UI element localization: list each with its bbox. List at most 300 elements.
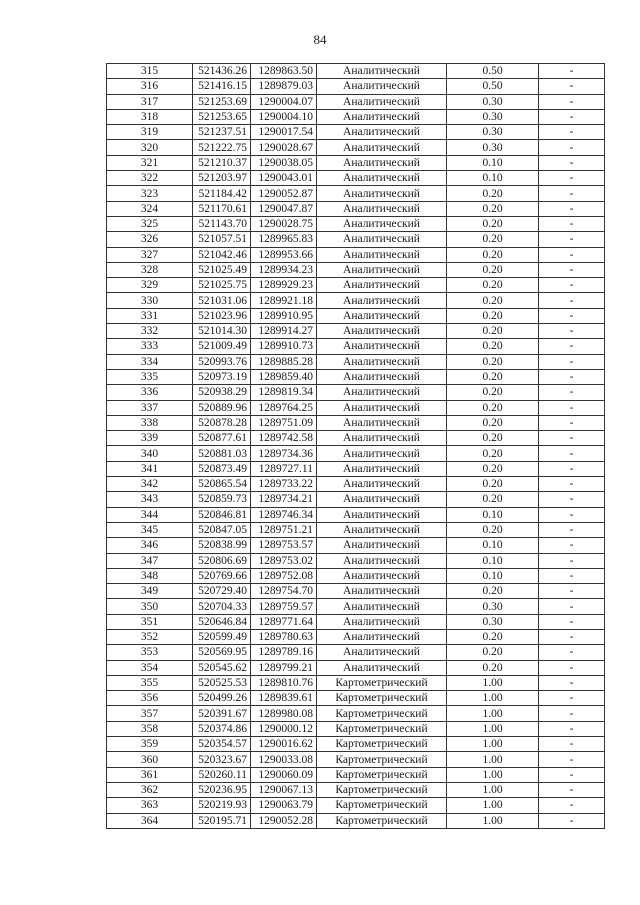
description-cell: - — [539, 599, 605, 614]
y-coordinate-cell: 1289751.21 — [251, 522, 317, 537]
x-coordinate-cell: 520646.84 — [193, 614, 251, 629]
y-coordinate-cell: 1289929.23 — [251, 278, 317, 293]
table-row — [107, 584, 605, 599]
method-cell: Картометрический — [317, 798, 447, 813]
method-cell: Картометрический — [317, 752, 447, 767]
x-coordinate-cell: 520354.57 — [193, 737, 251, 752]
x-coordinate-cell: 521184.42 — [193, 186, 251, 201]
description-cell: - — [539, 584, 605, 599]
table-row — [107, 553, 605, 568]
precision-cell: 1.00 — [447, 767, 539, 782]
table-row — [107, 171, 605, 186]
description-cell: - — [539, 431, 605, 446]
point-number-cell: 343 — [107, 492, 193, 507]
method-cell: Аналитический — [317, 201, 447, 216]
precision-cell: 0.10 — [447, 155, 539, 170]
x-coordinate-cell: 520236.95 — [193, 782, 251, 797]
x-coordinate-cell: 521025.49 — [193, 262, 251, 277]
table-row — [107, 477, 605, 492]
x-coordinate-cell: 521253.69 — [193, 94, 251, 109]
y-coordinate-cell: 1289953.66 — [251, 247, 317, 262]
x-coordinate-cell: 521025.75 — [193, 278, 251, 293]
description-cell: - — [539, 492, 605, 507]
table-row — [107, 155, 605, 170]
method-cell: Аналитический — [317, 247, 447, 262]
point-number-cell: 362 — [107, 782, 193, 797]
description-cell: - — [539, 109, 605, 124]
y-coordinate-cell: 1290017.54 — [251, 125, 317, 140]
point-number-cell: 361 — [107, 767, 193, 782]
point-number-cell: 334 — [107, 354, 193, 369]
precision-cell: 0.20 — [447, 584, 539, 599]
precision-cell: 1.00 — [447, 798, 539, 813]
description-cell: - — [539, 767, 605, 782]
table-row — [107, 813, 605, 828]
precision-cell: 0.20 — [447, 645, 539, 660]
description-cell: - — [539, 813, 605, 828]
y-coordinate-cell: 1290047.87 — [251, 201, 317, 216]
precision-cell: 0.10 — [447, 568, 539, 583]
table-row — [107, 446, 605, 461]
method-cell: Аналитический — [317, 79, 447, 94]
point-number-cell: 322 — [107, 171, 193, 186]
precision-cell: 0.20 — [447, 492, 539, 507]
table-row — [107, 400, 605, 415]
description-cell: - — [539, 538, 605, 553]
description-cell: - — [539, 186, 605, 201]
point-number-cell: 317 — [107, 94, 193, 109]
table-row — [107, 706, 605, 721]
table-row — [107, 767, 605, 782]
point-number-cell: 354 — [107, 660, 193, 675]
x-coordinate-cell: 520769.66 — [193, 568, 251, 583]
point-number-cell: 357 — [107, 706, 193, 721]
description-cell: - — [539, 324, 605, 339]
x-coordinate-cell: 521143.70 — [193, 216, 251, 231]
precision-cell: 0.30 — [447, 614, 539, 629]
precision-cell: 0.20 — [447, 354, 539, 369]
point-number-cell: 359 — [107, 737, 193, 752]
method-cell: Аналитический — [317, 446, 447, 461]
point-number-cell: 331 — [107, 308, 193, 323]
table-row — [107, 64, 605, 79]
y-coordinate-cell: 1290000.12 — [251, 721, 317, 736]
x-coordinate-cell: 521023.96 — [193, 308, 251, 323]
x-coordinate-cell: 520865.54 — [193, 477, 251, 492]
method-cell: Аналитический — [317, 553, 447, 568]
precision-cell: 0.20 — [447, 201, 539, 216]
table-row — [107, 278, 605, 293]
method-cell: Картометрический — [317, 721, 447, 736]
x-coordinate-cell: 521222.75 — [193, 140, 251, 155]
point-number-cell: 335 — [107, 369, 193, 384]
y-coordinate-cell: 1290038.05 — [251, 155, 317, 170]
x-coordinate-cell: 521031.06 — [193, 293, 251, 308]
description-cell: - — [539, 79, 605, 94]
y-coordinate-cell: 1289965.83 — [251, 232, 317, 247]
method-cell: Аналитический — [317, 461, 447, 476]
x-coordinate-cell: 520873.49 — [193, 461, 251, 476]
method-cell: Аналитический — [317, 140, 447, 155]
precision-cell: 0.30 — [447, 140, 539, 155]
description-cell: - — [539, 94, 605, 109]
method-cell: Аналитический — [317, 339, 447, 354]
point-number-cell: 333 — [107, 339, 193, 354]
point-number-cell: 327 — [107, 247, 193, 262]
x-coordinate-cell: 520846.81 — [193, 507, 251, 522]
table-row — [107, 721, 605, 736]
y-coordinate-cell: 1289727.11 — [251, 461, 317, 476]
precision-cell: 0.20 — [447, 293, 539, 308]
method-cell: Аналитический — [317, 415, 447, 430]
method-cell: Картометрический — [317, 706, 447, 721]
y-coordinate-cell: 1289753.02 — [251, 553, 317, 568]
table-row — [107, 339, 605, 354]
table-row — [107, 232, 605, 247]
description-cell: - — [539, 446, 605, 461]
point-number-cell: 324 — [107, 201, 193, 216]
description-cell: - — [539, 400, 605, 415]
method-cell: Аналитический — [317, 216, 447, 231]
table-row — [107, 522, 605, 537]
point-number-cell: 355 — [107, 675, 193, 690]
table-row — [107, 752, 605, 767]
description-cell: - — [539, 415, 605, 430]
description-cell: - — [539, 752, 605, 767]
method-cell: Аналитический — [317, 645, 447, 660]
y-coordinate-cell: 1289810.76 — [251, 675, 317, 690]
x-coordinate-cell: 520599.49 — [193, 629, 251, 644]
y-coordinate-cell: 1289764.25 — [251, 400, 317, 415]
y-coordinate-cell: 1289746.34 — [251, 507, 317, 522]
y-coordinate-cell: 1289742.58 — [251, 431, 317, 446]
point-number-cell: 323 — [107, 186, 193, 201]
table-row — [107, 798, 605, 813]
precision-cell: 0.20 — [447, 385, 539, 400]
method-cell: Аналитический — [317, 324, 447, 339]
table-row — [107, 247, 605, 262]
y-coordinate-cell: 1290052.28 — [251, 813, 317, 828]
point-number-cell: 352 — [107, 629, 193, 644]
description-cell: - — [539, 691, 605, 706]
method-cell: Аналитический — [317, 538, 447, 553]
method-cell: Аналитический — [317, 522, 447, 537]
page-number: 84 — [313, 32, 327, 47]
table-row — [107, 293, 605, 308]
y-coordinate-cell: 1289780.63 — [251, 629, 317, 644]
method-cell: Аналитический — [317, 94, 447, 109]
y-coordinate-cell: 1289879.03 — [251, 79, 317, 94]
point-number-cell: 320 — [107, 140, 193, 155]
method-cell: Аналитический — [317, 400, 447, 415]
method-cell: Аналитический — [317, 171, 447, 186]
point-number-cell: 353 — [107, 645, 193, 660]
y-coordinate-cell: 1290067.13 — [251, 782, 317, 797]
coordinates-table-body — [107, 64, 605, 829]
y-coordinate-cell: 1289885.28 — [251, 354, 317, 369]
x-coordinate-cell: 520260.11 — [193, 767, 251, 782]
description-cell: - — [539, 64, 605, 79]
y-coordinate-cell: 1289859.40 — [251, 369, 317, 384]
point-number-cell: 350 — [107, 599, 193, 614]
precision-cell: 0.20 — [447, 431, 539, 446]
y-coordinate-cell: 1289751.09 — [251, 415, 317, 430]
method-cell: Аналитический — [317, 262, 447, 277]
table-row — [107, 369, 605, 384]
x-coordinate-cell: 520859.73 — [193, 492, 251, 507]
description-cell: - — [539, 354, 605, 369]
precision-cell: 0.10 — [447, 538, 539, 553]
table-row — [107, 109, 605, 124]
precision-cell: 0.20 — [447, 415, 539, 430]
description-cell: - — [539, 155, 605, 170]
table-row — [107, 461, 605, 476]
description-cell: - — [539, 140, 605, 155]
method-cell: Аналитический — [317, 354, 447, 369]
x-coordinate-cell: 520195.71 — [193, 813, 251, 828]
precision-cell: 1.00 — [447, 737, 539, 752]
x-coordinate-cell: 521203.97 — [193, 171, 251, 186]
precision-cell: 0.50 — [447, 79, 539, 94]
x-coordinate-cell: 521436.26 — [193, 64, 251, 79]
point-number-cell: 356 — [107, 691, 193, 706]
table-row — [107, 691, 605, 706]
precision-cell: 0.20 — [447, 629, 539, 644]
table-row — [107, 431, 605, 446]
table-row — [107, 614, 605, 629]
x-coordinate-cell: 521042.46 — [193, 247, 251, 262]
point-number-cell: 349 — [107, 584, 193, 599]
x-coordinate-cell: 520323.67 — [193, 752, 251, 767]
description-cell: - — [539, 675, 605, 690]
y-coordinate-cell: 1289752.08 — [251, 568, 317, 583]
table-row — [107, 324, 605, 339]
description-cell: - — [539, 522, 605, 537]
precision-cell: 0.20 — [447, 216, 539, 231]
table-row — [107, 354, 605, 369]
precision-cell: 0.20 — [447, 247, 539, 262]
precision-cell: 1.00 — [447, 706, 539, 721]
method-cell: Аналитический — [317, 431, 447, 446]
table-row — [107, 94, 605, 109]
description-cell: - — [539, 171, 605, 186]
point-number-cell: 332 — [107, 324, 193, 339]
point-number-cell: 351 — [107, 614, 193, 629]
point-number-cell: 345 — [107, 522, 193, 537]
table-row — [107, 629, 605, 644]
description-cell: - — [539, 660, 605, 675]
description-cell: - — [539, 645, 605, 660]
description-cell: - — [539, 339, 605, 354]
method-cell: Аналитический — [317, 584, 447, 599]
precision-cell: 1.00 — [447, 752, 539, 767]
description-cell: - — [539, 798, 605, 813]
x-coordinate-cell: 520525.53 — [193, 675, 251, 690]
precision-cell: 0.20 — [447, 262, 539, 277]
precision-cell: 1.00 — [447, 721, 539, 736]
precision-cell: 0.20 — [447, 477, 539, 492]
method-cell: Аналитический — [317, 369, 447, 384]
table-row — [107, 492, 605, 507]
x-coordinate-cell: 521014.30 — [193, 324, 251, 339]
y-coordinate-cell: 1289914.27 — [251, 324, 317, 339]
table-row — [107, 538, 605, 553]
table-row — [107, 308, 605, 323]
table-row — [107, 782, 605, 797]
method-cell: Аналитический — [317, 308, 447, 323]
y-coordinate-cell: 1289863.50 — [251, 64, 317, 79]
x-coordinate-cell: 520889.96 — [193, 400, 251, 415]
point-number-cell: 358 — [107, 721, 193, 736]
table-row — [107, 599, 605, 614]
y-coordinate-cell: 1289921.18 — [251, 293, 317, 308]
description-cell: - — [539, 721, 605, 736]
description-cell: - — [539, 293, 605, 308]
precision-cell: 0.20 — [447, 278, 539, 293]
y-coordinate-cell: 1289839.61 — [251, 691, 317, 706]
method-cell: Аналитический — [317, 660, 447, 675]
method-cell: Картометрический — [317, 782, 447, 797]
precision-cell: 0.20 — [447, 400, 539, 415]
x-coordinate-cell: 520877.61 — [193, 431, 251, 446]
precision-cell: 0.20 — [447, 308, 539, 323]
x-coordinate-cell: 521237.51 — [193, 125, 251, 140]
x-coordinate-cell: 520704.33 — [193, 599, 251, 614]
x-coordinate-cell: 521416.15 — [193, 79, 251, 94]
precision-cell: 0.20 — [447, 461, 539, 476]
method-cell: Картометрический — [317, 767, 447, 782]
precision-cell: 0.10 — [447, 507, 539, 522]
table-row — [107, 125, 605, 140]
method-cell: Аналитический — [317, 507, 447, 522]
y-coordinate-cell: 1290043.01 — [251, 171, 317, 186]
precision-cell: 0.30 — [447, 109, 539, 124]
table-row — [107, 568, 605, 583]
point-number-cell: 337 — [107, 400, 193, 415]
method-cell: Аналитический — [317, 278, 447, 293]
table-row — [107, 201, 605, 216]
x-coordinate-cell: 520729.40 — [193, 584, 251, 599]
method-cell: Аналитический — [317, 385, 447, 400]
table-row — [107, 186, 605, 201]
point-number-cell: 344 — [107, 507, 193, 522]
point-number-cell: 328 — [107, 262, 193, 277]
point-number-cell: 348 — [107, 568, 193, 583]
description-cell: - — [539, 507, 605, 522]
method-cell: Аналитический — [317, 477, 447, 492]
method-cell: Аналитический — [317, 568, 447, 583]
precision-cell: 0.20 — [447, 522, 539, 537]
precision-cell: 0.20 — [447, 369, 539, 384]
method-cell: Аналитический — [317, 492, 447, 507]
description-cell: - — [539, 125, 605, 140]
table-row — [107, 216, 605, 231]
method-cell: Аналитический — [317, 125, 447, 140]
point-number-cell: 364 — [107, 813, 193, 828]
y-coordinate-cell: 1290028.75 — [251, 216, 317, 231]
description-cell: - — [539, 201, 605, 216]
precision-cell: 0.20 — [447, 324, 539, 339]
method-cell: Картометрический — [317, 691, 447, 706]
description-cell: - — [539, 369, 605, 384]
y-coordinate-cell: 1289910.73 — [251, 339, 317, 354]
x-coordinate-cell: 520499.26 — [193, 691, 251, 706]
y-coordinate-cell: 1290052.87 — [251, 186, 317, 201]
x-coordinate-cell: 521057.51 — [193, 232, 251, 247]
y-coordinate-cell: 1289733.22 — [251, 477, 317, 492]
description-cell: - — [539, 737, 605, 752]
description-cell: - — [539, 629, 605, 644]
table-row — [107, 385, 605, 400]
method-cell: Картометрический — [317, 675, 447, 690]
x-coordinate-cell: 520878.28 — [193, 415, 251, 430]
description-cell: - — [539, 247, 605, 262]
table-row — [107, 79, 605, 94]
x-coordinate-cell: 520838.99 — [193, 538, 251, 553]
point-number-cell: 318 — [107, 109, 193, 124]
method-cell: Аналитический — [317, 232, 447, 247]
table-row — [107, 645, 605, 660]
precision-cell: 1.00 — [447, 675, 539, 690]
precision-cell: 0.30 — [447, 94, 539, 109]
y-coordinate-cell: 1289734.21 — [251, 492, 317, 507]
y-coordinate-cell: 1289734.36 — [251, 446, 317, 461]
table-row — [107, 262, 605, 277]
y-coordinate-cell: 1289771.64 — [251, 614, 317, 629]
x-coordinate-cell: 520806.69 — [193, 553, 251, 568]
x-coordinate-cell: 520993.76 — [193, 354, 251, 369]
method-cell: Аналитический — [317, 614, 447, 629]
description-cell: - — [539, 553, 605, 568]
table-row — [107, 415, 605, 430]
y-coordinate-cell: 1289819.34 — [251, 385, 317, 400]
table-row — [107, 507, 605, 522]
precision-cell: 1.00 — [447, 813, 539, 828]
description-cell: - — [539, 308, 605, 323]
description-cell: - — [539, 568, 605, 583]
point-number-cell: 360 — [107, 752, 193, 767]
table-row — [107, 140, 605, 155]
precision-cell: 0.20 — [447, 232, 539, 247]
method-cell: Аналитический — [317, 599, 447, 614]
precision-cell: 0.10 — [447, 171, 539, 186]
x-coordinate-cell: 520391.67 — [193, 706, 251, 721]
y-coordinate-cell: 1290016.62 — [251, 737, 317, 752]
method-cell: Картометрический — [317, 737, 447, 752]
precision-cell: 0.50 — [447, 64, 539, 79]
point-number-cell: 336 — [107, 385, 193, 400]
point-number-cell: 346 — [107, 538, 193, 553]
y-coordinate-cell: 1290004.10 — [251, 109, 317, 124]
table-row — [107, 675, 605, 690]
y-coordinate-cell: 1290028.67 — [251, 140, 317, 155]
method-cell: Аналитический — [317, 629, 447, 644]
point-number-cell: 338 — [107, 415, 193, 430]
precision-cell: 0.20 — [447, 186, 539, 201]
description-cell: - — [539, 782, 605, 797]
y-coordinate-cell: 1290033.08 — [251, 752, 317, 767]
description-cell: - — [539, 216, 605, 231]
point-number-cell: 315 — [107, 64, 193, 79]
point-number-cell: 330 — [107, 293, 193, 308]
precision-cell: 0.20 — [447, 339, 539, 354]
precision-cell: 0.30 — [447, 599, 539, 614]
method-cell: Аналитический — [317, 293, 447, 308]
point-number-cell: 342 — [107, 477, 193, 492]
method-cell: Аналитический — [317, 109, 447, 124]
y-coordinate-cell: 1289759.57 — [251, 599, 317, 614]
method-cell: Аналитический — [317, 64, 447, 79]
